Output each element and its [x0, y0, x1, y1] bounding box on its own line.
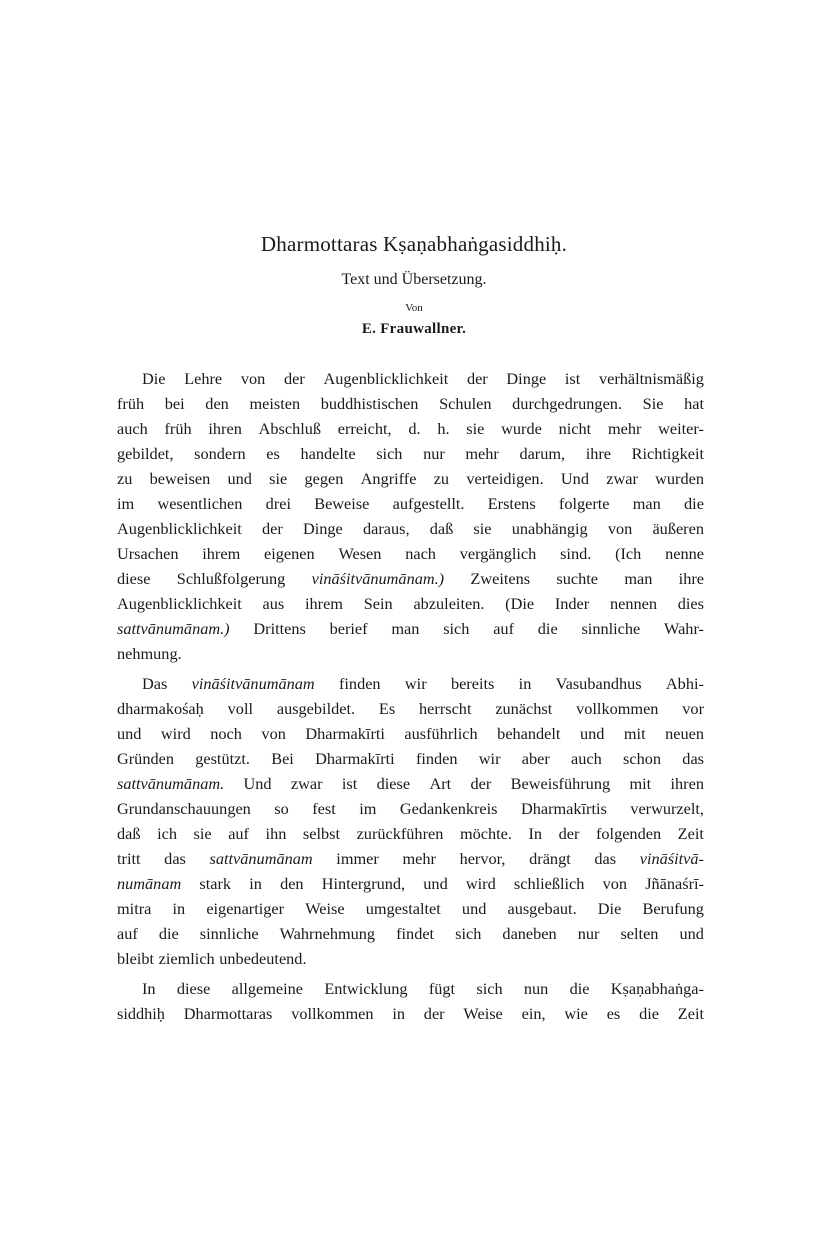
text-line: Gründen gestützt. Bei Dharmakīrti finden wir aber auch schon das [117, 749, 704, 768]
text-line: Ursachen ihrem eigenen Wesen nach vergänglich sind. (Ich nenne [117, 544, 704, 563]
text-line: Grundanschauungen so fest im Gedankenkreis Dharmakīrtis verwurzelt, [117, 799, 704, 818]
text-line: Augenblicklichkeit der Dinge daraus, daß sie unabhängig von äußeren [117, 519, 704, 538]
text-line: In diese allgemeine Entwicklung fügt sich nun die Kṣaṇabhaṅga- [142, 979, 704, 998]
text-line: dharmakośaḥ voll ausgebildet. Es herrscht zunächst vollkommen vor [117, 699, 704, 718]
text-line: nehmung. [117, 644, 182, 663]
text-line: numānam stark in den Hintergrund, und wird schließlich von Jñānaśrī- [117, 874, 704, 893]
text-line: sattvānumānam.) Drittens berief man sich auf die sinnliche Wahr- [117, 619, 704, 638]
text-line: mitra in eigenartiger Weise umgestaltet und ausgebaut. Die Berufung [117, 899, 704, 918]
text-line: bleibt ziemlich unbedeutend. [117, 949, 307, 968]
text-line: zu beweisen und sie gegen Angriffe zu verteidigen. Und zwar wurden [117, 469, 704, 488]
text-line: und wird noch von Dharmakīrti ausführlich behandelt und mit neuen [117, 724, 704, 743]
text-line: Augenblicklichkeit aus ihrem Sein abzuleiten. (Die Inder nennen dies [117, 594, 704, 613]
text-line: früh bei den meisten buddhistischen Schulen durchgedrungen. Sie hat [117, 394, 704, 413]
text-line: Das vināśitvānumānam finden wir bereits in Vasubandhus Abhi- [142, 674, 704, 693]
text-line: sattvānumānam. Und zwar ist diese Art der Beweisführung mit ihren [117, 774, 704, 793]
text-line: im wesentlichen drei Beweise aufgestellt. Erstens folgerte man die [117, 494, 704, 513]
text-line: tritt das sattvānumānam immer mehr hervor, drängt das vināśitvā- [117, 849, 704, 868]
byline-von: Von [405, 302, 423, 314]
text-line: diese Schlußfolgerung vināśitvānumānam.) Zweitens suchte man ihre [117, 569, 704, 588]
author-name: E. Frauwallner. [361, 321, 467, 337]
text-line: gebildet, sondern es handelte sich nur mehr darum, ihre Richtigkeit [117, 444, 704, 463]
text-line: auch früh ihren Abschluß erreicht, d. h. sie wurde nicht mehr weiter- [117, 419, 704, 438]
text-line: Die Lehre von der Augenblicklichkeit der Dinge ist verhältnismäßig [142, 369, 704, 388]
article-body [117, 366, 704, 1026]
page-subtitle: Text und Übersetzung. [341, 271, 487, 288]
text-line: auf die sinnliche Wahrnehmung findet sich daneben nur selten und [117, 924, 704, 943]
text-line: daß ich sie auf ihn selbst zurückführen möchte. In der folgenden Zeit [117, 824, 704, 843]
text-line: siddhiḥ Dharmottaras vollkommen in der Weise ein, wie es die Zeit [117, 1004, 704, 1023]
page-title: Dharmottaras Kṣaṇabhaṅgasiddhiḥ. [260, 232, 568, 256]
